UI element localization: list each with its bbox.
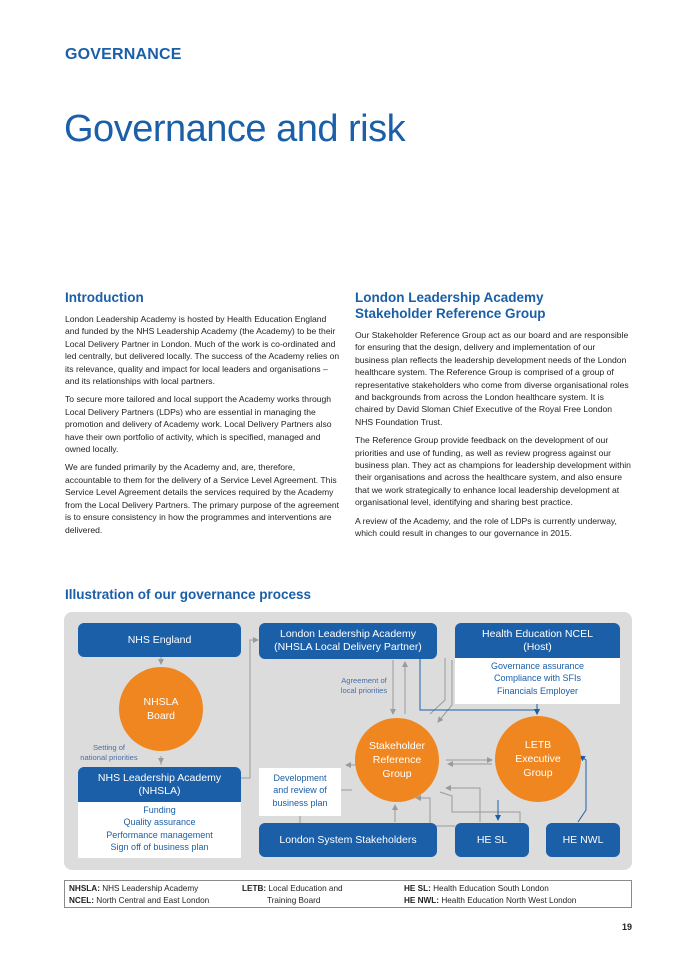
lla-box-line2: (NHSLA Local Delivery Partner)	[274, 641, 422, 653]
lla-box-line1: London Leadership Academy	[279, 628, 417, 640]
letb-line3: Group	[523, 767, 553, 779]
london-system-stakeholders-box: London System Stakeholders	[259, 823, 437, 857]
agreement-note-line1: Agreement of	[341, 676, 387, 685]
legend-full: Local Education and	[268, 884, 343, 893]
agreement-note-line2: local priorities	[340, 685, 388, 695]
reference-group-heading-line2: Stakeholder Reference Group	[355, 306, 546, 321]
legend-full: NHS Leadership Academy	[102, 884, 199, 893]
nhsla-board-circle	[119, 667, 203, 751]
reference-group-heading-line1: London Leadership Academy	[355, 290, 544, 305]
setting-note-line1: Setting of	[92, 743, 126, 752]
abbreviations-legend	[64, 880, 632, 908]
nhsla-item: Funding	[143, 805, 176, 815]
legend-abbr: HE SL:	[404, 884, 431, 893]
section-label: GOVERNANCE	[65, 46, 182, 63]
nhsla-box-line1: NHS Leadership Academy	[97, 771, 222, 784]
legend-letb-cont: Training Board	[267, 896, 321, 905]
legend-abbr: HE NWL:	[404, 896, 440, 905]
he-ncel-item: Compliance with SFIs	[493, 673, 582, 684]
legend-ncel	[69, 895, 209, 907]
nhsla-board-line1: NHSLA	[143, 696, 179, 708]
srg-line3: Group	[382, 768, 412, 780]
legend-nhsla	[69, 883, 198, 895]
nhsla-board-line2: Board	[146, 710, 176, 722]
introduction-paragraph: To secure more tailored and local support the Academy works through Local Delivery Partners (LDPs) who are essential in managing the promotion and delivery of Academy work. Local Delivery Partners also have their own portfolio of activity, which is specified, managed and owned locally.	[65, 394, 332, 455]
nhsla-item: Performance management	[106, 829, 213, 840]
legend-abbr: NHSLA:	[69, 884, 100, 893]
srg-line2: Reference	[372, 754, 422, 766]
reference-group-paragraph: The Reference Group provide feedback on the development of our priorities and use of funding, as well as review progress against our business plan. They act as champions for leadership development within their organisations and across the healthcare system, and also ensure that we work strategically to enhance local leadership development at organisational level, identifying and sharing best practice.	[355, 435, 631, 508]
connector-line	[416, 798, 455, 826]
legend-abbr: LETB:	[242, 884, 267, 893]
introduction-paragraph: London Leadership Academy is hosted by Health Education England and funded by the NHS Leadership Academy (the Academy) to be their Local Delivery Partner in London. Much of the work is co-ordinated and led centrally, but delivered locally. The success of the Academy relies on its relevance, quality and impact for local leaders and organisations – and its relationships with local partners.	[65, 314, 340, 387]
legend-abbr: NCEL:	[69, 896, 95, 905]
stakeholder-reference-group-circle	[355, 718, 439, 802]
he-ncel-line2: (Host)	[523, 640, 552, 653]
he-sl-box: HE SL	[455, 823, 529, 857]
reference-group-paragraph: A review of the Academy, and the role of LDPs is currently underway, which could result in changes to our governance in 2015.	[355, 515, 617, 539]
nhsla-details	[78, 802, 241, 858]
development-box	[259, 768, 341, 816]
development-line2: and review of	[273, 785, 327, 796]
nhs-leadership-academy-box	[78, 767, 241, 802]
nhsla-box-line2: (NHSLA)	[138, 784, 181, 797]
agreement-note	[324, 676, 404, 695]
introduction-heading: Introduction	[65, 290, 144, 305]
he-ncel-item: Governance assurance	[490, 661, 585, 671]
letb-line2: Executive	[515, 753, 561, 765]
nhs-england-box: NHS England	[78, 623, 241, 657]
connector-line	[430, 658, 445, 714]
reference-group-paragraph: Our Stakeholder Reference Group act as our board and are responsible for ensuring that the design, delivery and implementation of our business plan reflects the leadership development needs of the London healthcare system. The Reference Group is comprised of a group of representative stakeholders who come from diverse organisational roles and backgrounds from across the London healthcare system. It is chaired by David Sloman Chief Executive of the Royal Free London NHS Foundation Trust.	[355, 330, 629, 427]
he-nwl-box: HE NWL	[546, 823, 620, 857]
nhsla-item: Quality assurance	[123, 817, 196, 828]
page-title: Governance and risk	[64, 108, 406, 150]
legend-full: North Central and East London	[96, 896, 210, 905]
page-number: 19	[621, 922, 632, 932]
setting-note	[72, 743, 146, 762]
setting-note-line2: national priorities	[80, 752, 138, 762]
nhsla-item: Sign off of business plan	[110, 841, 209, 852]
connector-line	[237, 640, 258, 778]
development-line1: Development	[273, 773, 327, 783]
he-ncel-details	[455, 658, 620, 704]
legend-full: Health Education South London	[433, 884, 549, 893]
introduction-paragraph: We are funded primarily by the Academy and, are, therefore, accountable to them for the delivery of a Service Level Agreement. This Service Level Agreement details the services required by the Academy from the Local Delivery Partners. The primary purpose of the agreement is to ensure consistency in how the programmes and interventions are delivered.	[65, 462, 340, 535]
diagram-title: Illustration of our governance process	[65, 587, 312, 602]
legend-letb	[242, 883, 343, 895]
development-line3: business plan	[272, 797, 328, 808]
connector-line	[446, 788, 480, 822]
he-ncel-item: Financials Employer	[496, 685, 579, 696]
letb-line1: LETB	[524, 739, 552, 751]
lla-box	[259, 623, 437, 659]
legend-hesl	[404, 883, 549, 895]
legend-full: Health Education North West London	[441, 896, 577, 905]
legend-henwl	[404, 895, 576, 907]
he-ncel-line1: Health Education NCEL	[482, 627, 593, 640]
srg-line1: Stakeholder	[368, 740, 426, 752]
letb-executive-group-circle	[495, 716, 581, 802]
he-ncel-box	[455, 623, 620, 658]
